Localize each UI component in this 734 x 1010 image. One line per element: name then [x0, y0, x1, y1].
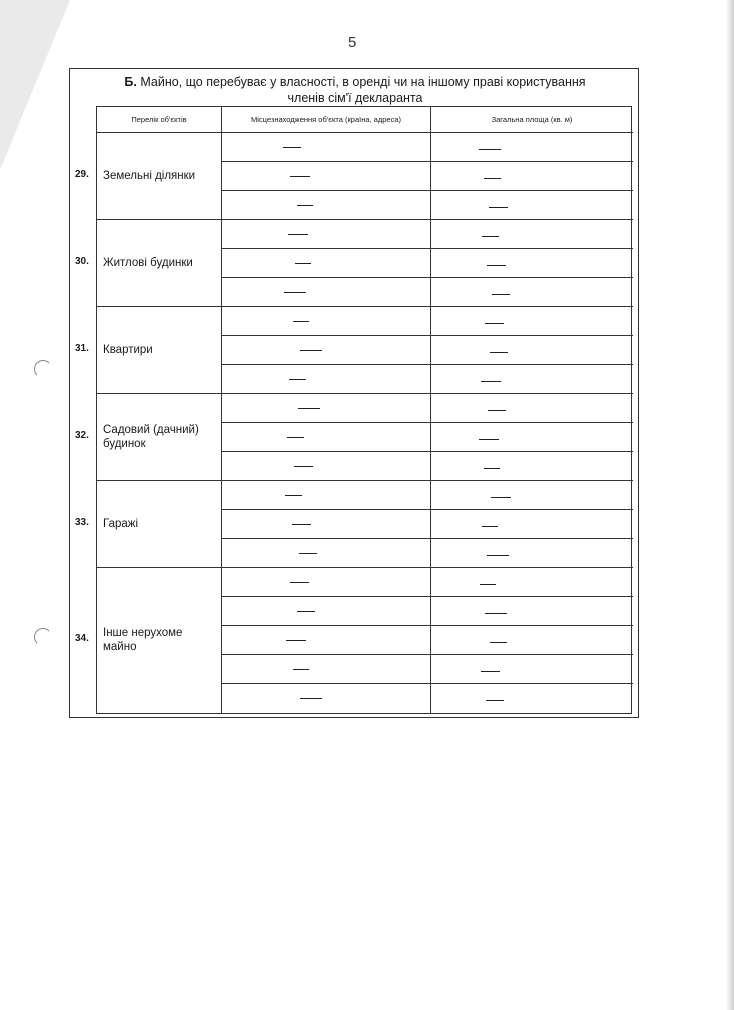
row-number: 33.	[75, 516, 89, 528]
location-empty-dash	[293, 321, 309, 322]
row-category-label: Земельні ділянки	[103, 169, 196, 182]
row-group-divider	[97, 480, 633, 481]
area-empty-dash	[482, 236, 499, 237]
section-title-line1: Майно, що перебуває у власності, в оренді чи на іншому праві користування	[140, 75, 586, 89]
row-group-divider	[97, 567, 633, 568]
row-category-label: Садовий (дачний) будинок	[103, 423, 199, 450]
area-empty-dash	[479, 149, 501, 150]
sub-row-divider	[221, 509, 633, 510]
sub-row-divider	[221, 364, 633, 365]
location-empty-dash	[286, 640, 306, 641]
location-empty-dash	[285, 495, 302, 496]
section-title	[85, 74, 625, 106]
area-empty-dash	[481, 671, 500, 672]
sub-row-divider	[221, 277, 633, 278]
area-empty-dash	[485, 613, 507, 614]
location-empty-dash	[298, 408, 320, 409]
area-empty-dash	[490, 352, 508, 353]
location-empty-dash	[297, 611, 315, 612]
location-empty-dash	[289, 379, 306, 380]
row-group-divider	[97, 219, 633, 220]
location-empty-dash	[295, 263, 311, 264]
row-number: 32.	[75, 429, 89, 441]
header-objects: Перелік об'єктів	[131, 115, 187, 124]
location-empty-dash	[293, 669, 309, 670]
row-category-label: Інше нерухоме майно	[103, 626, 183, 653]
header-area: Загальна площа (кв. м)	[491, 115, 573, 124]
location-empty-dash	[284, 292, 306, 293]
location-empty-dash	[283, 147, 301, 148]
sub-row-divider	[221, 625, 633, 626]
row-number: 30.	[75, 255, 89, 267]
location-empty-dash	[294, 466, 313, 467]
location-empty-dash	[300, 698, 322, 699]
location-empty-dash	[288, 234, 308, 235]
area-empty-dash	[479, 439, 499, 440]
location-empty-dash	[287, 437, 304, 438]
area-empty-dash	[491, 497, 511, 498]
punch-hole-bottom	[34, 628, 52, 646]
location-empty-dash	[299, 553, 317, 554]
row-number: 31.	[75, 342, 89, 354]
sub-row-divider	[221, 538, 633, 539]
area-empty-dash	[482, 526, 498, 527]
sub-row-divider	[221, 335, 633, 336]
row-category-label: Квартири	[103, 343, 153, 356]
area-empty-dash	[481, 381, 501, 382]
location-empty-dash	[292, 524, 311, 525]
sub-row-divider	[221, 683, 633, 684]
sub-row-divider	[221, 451, 633, 452]
sub-row-divider	[221, 248, 633, 249]
row-category-label: Гаражі	[103, 517, 139, 530]
sub-row-divider	[221, 422, 633, 423]
header-divider	[97, 132, 633, 133]
area-empty-dash	[486, 700, 504, 701]
sub-row-divider	[221, 161, 633, 162]
location-empty-dash	[297, 205, 313, 206]
section-letter: Б.	[124, 75, 137, 89]
area-empty-dash	[484, 468, 500, 469]
sub-row-divider	[221, 596, 633, 597]
header-location: Місцезнаходження об'єкта (країна, адреса)	[251, 115, 401, 124]
property-table	[96, 106, 632, 714]
row-category-label: Житлові будинки	[103, 256, 193, 269]
page-edge-shadow	[726, 0, 734, 1010]
punch-hole-top	[34, 360, 52, 378]
area-empty-dash	[487, 265, 506, 266]
row-number: 29.	[75, 168, 89, 180]
column-divider	[221, 107, 222, 713]
area-empty-dash	[480, 584, 496, 585]
row-number: 34.	[75, 632, 89, 644]
location-empty-dash	[290, 582, 309, 583]
area-empty-dash	[492, 294, 510, 295]
column-divider	[430, 107, 431, 713]
sub-row-divider	[221, 190, 633, 191]
section-title-line2: членів сім'ї декларанта	[287, 91, 423, 105]
area-empty-dash	[487, 555, 509, 556]
sub-row-divider	[221, 654, 633, 655]
area-empty-dash	[489, 207, 508, 208]
area-empty-dash	[490, 642, 507, 643]
row-group-divider	[97, 306, 633, 307]
area-empty-dash	[485, 323, 504, 324]
location-empty-dash	[290, 176, 310, 177]
page-number: 5	[348, 34, 357, 51]
folded-corner-shadow	[0, 0, 70, 170]
area-empty-dash	[488, 410, 506, 411]
row-group-divider	[97, 393, 633, 394]
area-empty-dash	[484, 178, 501, 179]
location-empty-dash	[300, 350, 322, 351]
